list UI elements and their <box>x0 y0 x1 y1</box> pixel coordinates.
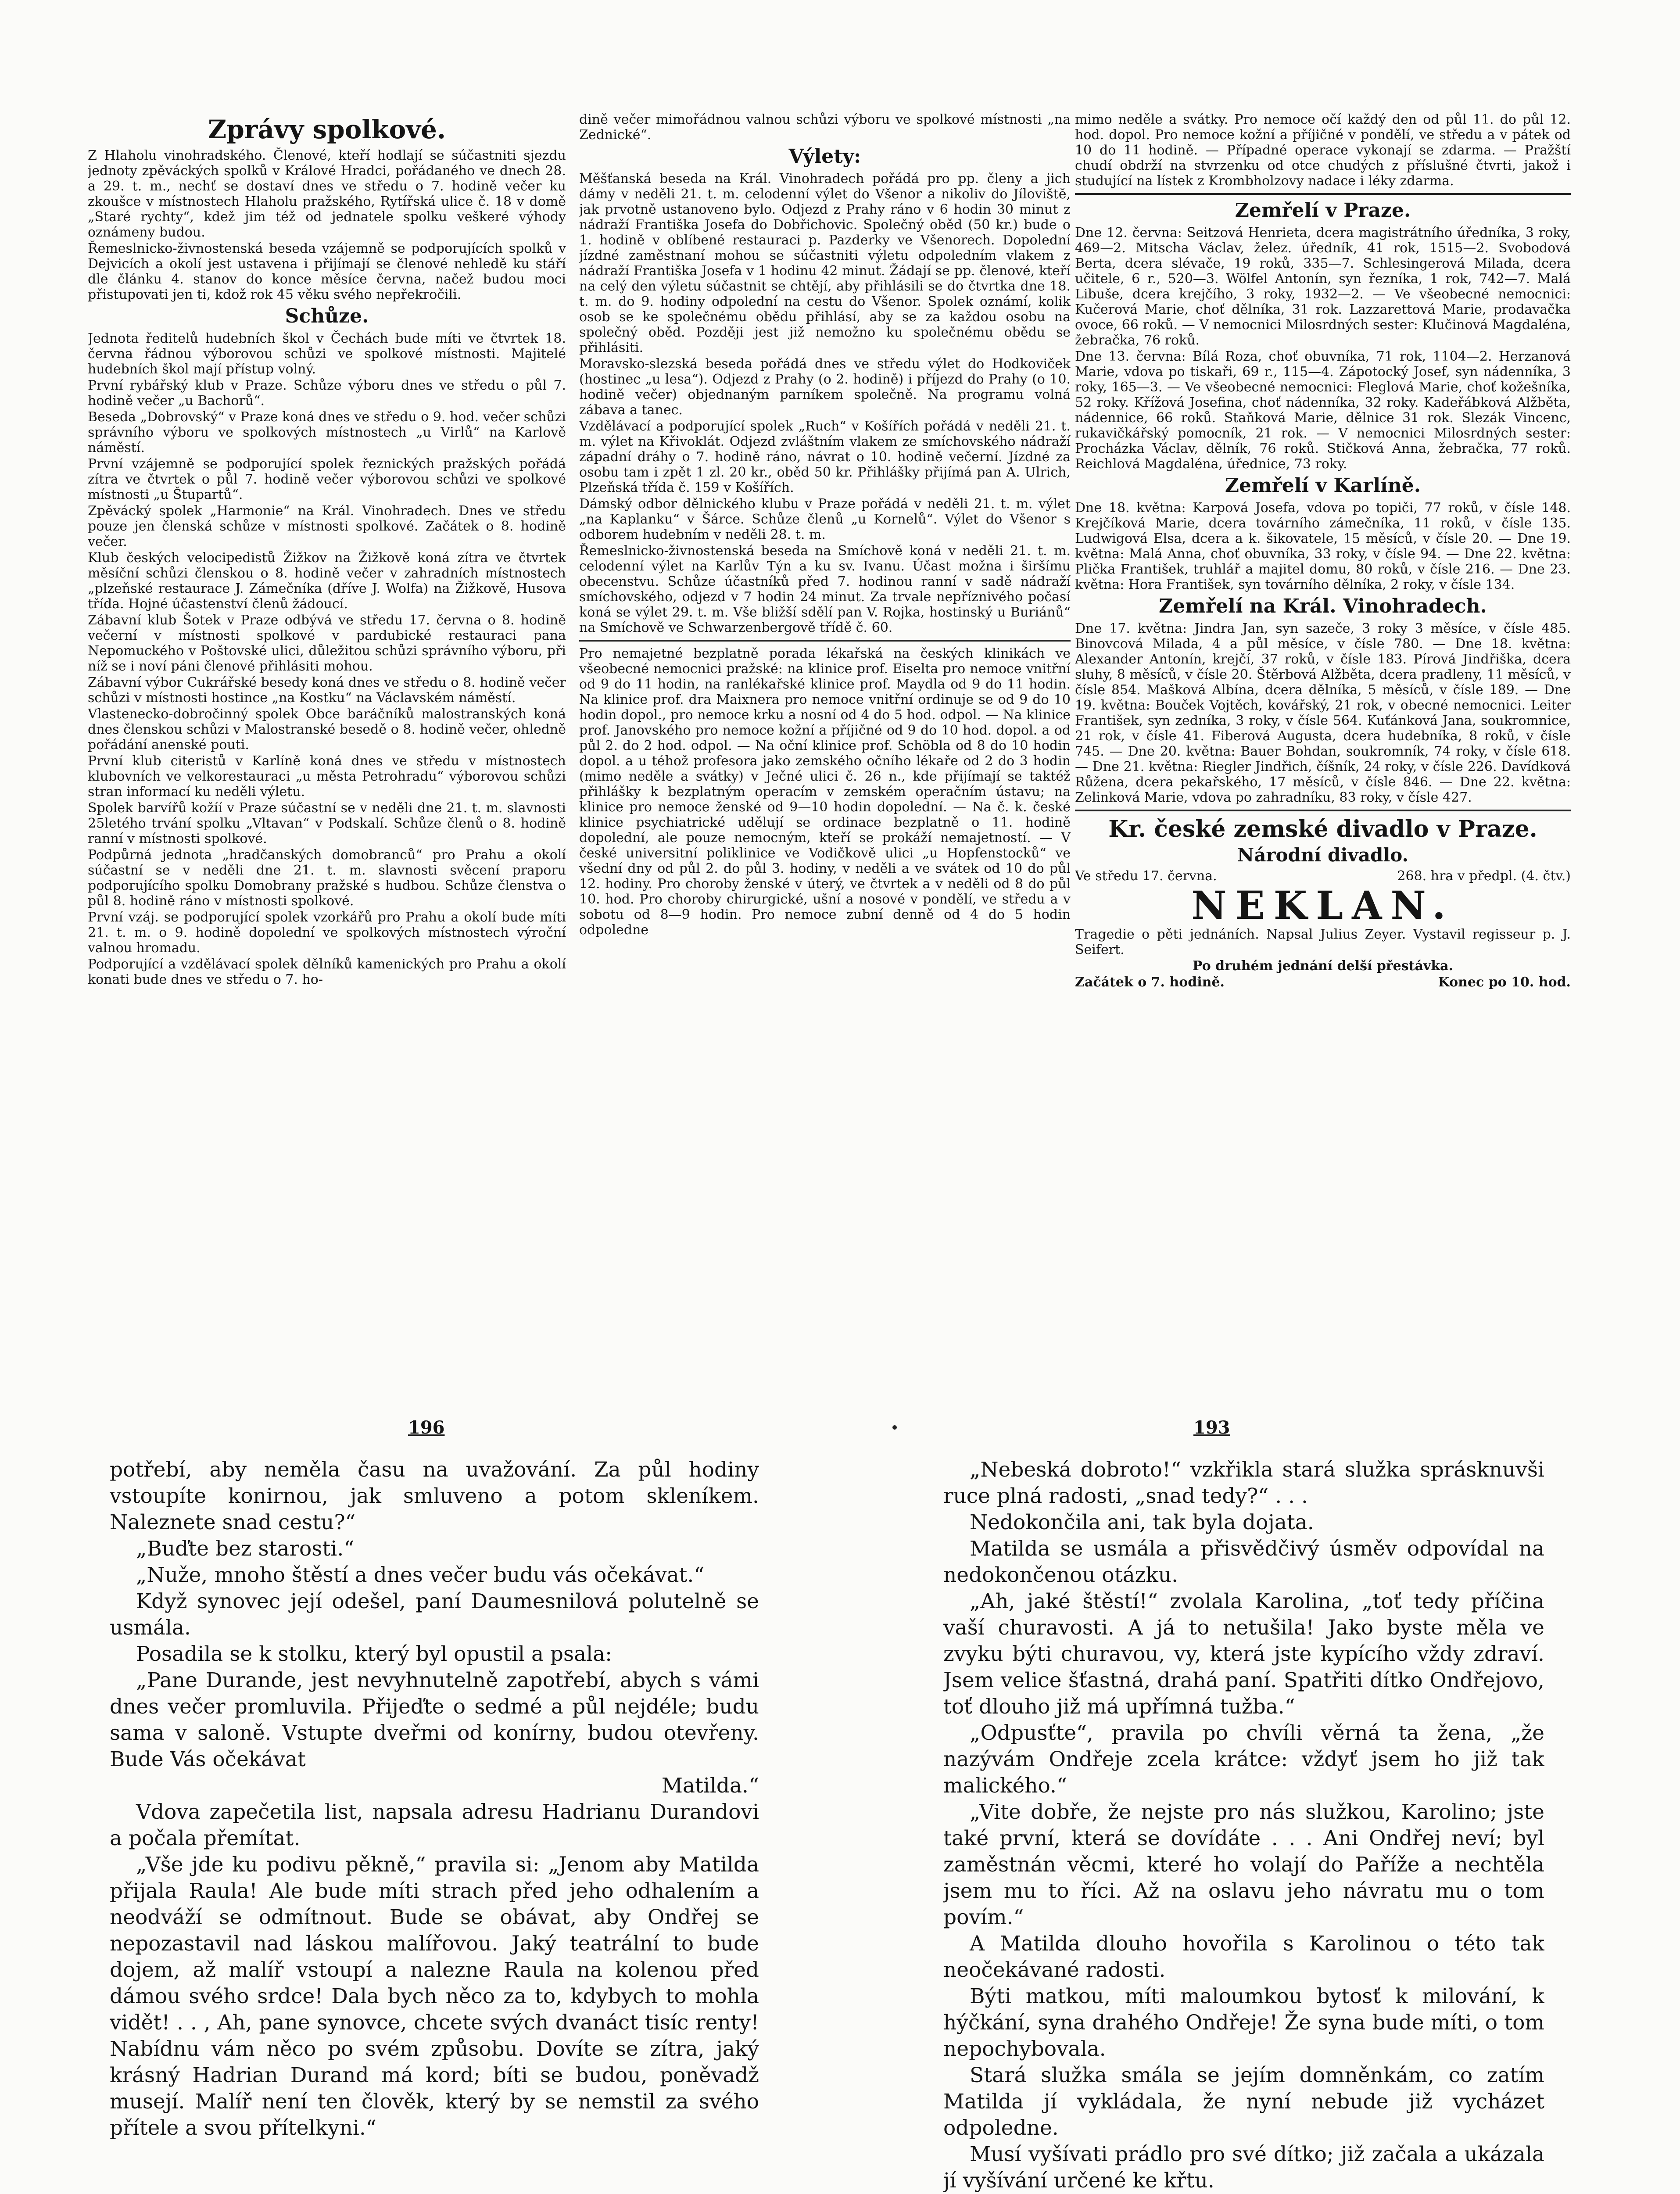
intermission-note: Po druhém jednání delší přestávka. <box>1192 958 1454 974</box>
novel-paragraph: Musí vyšívati prádlo pro své dítko; již začala a ukázala jí vyšívání určené ke křtu. <box>943 2142 1544 2193</box>
novel-paragraph: potřebí, aby neměla času na uvažování. Za půl hodiny vstoupíte konirnou, jak smluveno a potom skleníkem. Naleznete snad cestu?“ <box>110 1458 759 1534</box>
subsection-heading: Schůze. <box>285 305 369 327</box>
subsection-heading: Výlety: <box>788 145 861 168</box>
news-paragraph: Měšťanská beseda na Král. Vinohradech pořádá pro pp. členy a jich dámy v neděli 21. t. m. celodenní výlet do Všenor a nikoliv do Jílovištĕ, jak prvotně ustanoveno bylo. Odjezd z Prahy ráno v 6 hodin 30 minut z nádraží Františka Josefa do Dobřichovic. Společný oběd (50 kr.) bude o 1. hodině v oblíbené restauraci p. Pazderky ve Všenorech. Dopolední jízdné zaměstnaní mohou se súčastniti výletu odpoledním vlakem z nádraží Františka Josefa v 1 hodinu 42 minut. Žádají se pp. členové, kteří na celý den výletu súčastnit se chtějí, aby přihlásili se do čtvrtka dne 18. t. m. do 9. hodiny odpolední na cestu do Všenor. Spolek oznámí, kolik osob se ke společnému obědu přihlásí, aby se za každou osobu na společný oběd. Později jest již nemožno ku společnému obědu se přihlásiti. <box>579 171 1071 355</box>
novel-paragraph: Matilda se usmála a přisvědčivý úsměv odpovídal na nedokončenou otázku. <box>943 1537 1544 1587</box>
news-paragraph: Pro nemajetné bezplatně porada lékařská na českých klinikách ve všeobecné nemocnici pražské: na klinice prof. Eiselta pro nemoce vnitřní od 9 do 11 hodin, na ranlékařské klinice prof. Maydla od 9 do 11 hodin. Na klinice prof. dra Maixnera pro nemoce vnitřní ordinuje se od 9 do 10 hodin dopol., pro nemoce krku a nosní od 4 do 5 hod. odpol. — Na klinice prof. Janovského pro nemoce kožní a příjičné od 9 do 10 hod. dopol. a od půl 2. do 2 hod. odpol. — Na oční klinice prof. Schöbla od 8 do 10 hodin dopol. a u téhož profesora jako zemského očního lékaře od 2 do 3 hodin (mimo neděle a svátky) v Ječné ulici č. 26 n., kde přijímají se taktéž přihlášky k bezplatným operacím v zemském operačním ústavu; na klinice pro nemoce ženské od 9—10 hodin dopolední. — Na č. k. české klinice psychiatrické udělují se ordinace bezplatně o 11. hodině dopolední, ale pouze nemocným, kteří se prokáží nemajetností. — V české universitní poliklinice ve Vodičkově ulici „u Hopfenstocků“ ve všední dny od půl 2. do půl 3. hodiny, v neděli a ve svátek od 10 do půl 12. hodiny. Pro choroby ženské v úterý, ve čtvrtek a v neděli od 8 do půl 10. hod. Pro choroby chirurgické, ušní a nosové v pondělí, ve středu a v sobotu od 8—9 hodin. Pro nemoce zubní denně od 4 do 5 hodin odpoledne <box>579 646 1071 938</box>
news-paragraph: Zábavní klub Šotek v Praze odbývá ve středu 17. června o 8. hodině večerní v místnosti spolkové v pardubické restauraci pana Nepomuckého v Poštovské ulici, důležitou schůzi správního výboru, při níž se i noví páni členové přihlásiti mohou. <box>88 613 566 674</box>
news-paragraph: Podpůrná jednota „hradčanských domobranců“ pro Prahu a okolí súčastní se v neděli dne 21. t. m. slavnosti svěcení praporu podporujícího spolku Domobrany pražské s hudbou. Schůze členstva o půl 8. hodině ráno v místnosti spolkové. <box>88 847 566 909</box>
end-time: Konec po 10. hod. <box>1438 975 1571 990</box>
news-paragraph: První vzájemně se podporující spolek řeznických pražských pořádá zítra ve čtvrtek o půl 7. hodině večer výborovou schůzi ve spolkové místnosti „u Štupartů“. <box>88 456 566 502</box>
news-paragraph: Klub českých velocipedistů Žižkov na Žižkově koná zítra ve čtvrtek měsíční schůzi členskou o 8. hodině večer v zahradních místnostech „plzeňské restaurace J. Zámečníka (dříve J. Wolfa) na Žižkově, Husova třída. Hojné účastenství členů žádoucí. <box>88 550 566 612</box>
novel-paragraph: Když synovec její odešel, paní Daumesnilová polutelně se usmála. <box>110 1589 759 1640</box>
page-number-right: 193 <box>1193 1417 1230 1438</box>
news-paragraph: Dámský odbor dělnického klubu v Praze pořádá v neděli 21. t. m. výlet „na Kaplanku“ v Šárce. Schůze členů „u Kornelů“. Výlet do Všenor s odborem hudebním v neděli 28. t. m. <box>579 496 1071 542</box>
showtime-row <box>1075 975 1571 990</box>
subsection-heading: Zemřelí na Král. Vinohradech. <box>1159 595 1487 617</box>
news-paragraph: První rybářský klub v Praze. Schůze výboru dnes ve středu o půl 7. hodině večer „u Bachorů“. <box>88 378 566 409</box>
novel-paragraph: „Nuže, mnoho štěstí a dnes večer budu vás očekávat.“ <box>136 1563 705 1587</box>
theatre-date-row <box>1075 868 1571 884</box>
novel-paragraph: „Nebeská dobroto!“ vzkřikla stará služka sprásknuvši ruce plná radosti, „snad tedy?“ . . . <box>943 1458 1544 1508</box>
news-paragraph: Vlastenecko-dobročinný spolek Obce baráčníků malostranských koná dnes členskou schůzi v Malostranské besedě o 8. hodině večer, ohledně pořádání anenské pouti. <box>88 706 566 753</box>
news-paragraph: Řemeslnicko-živnostenská beseda na Smíchově koná v neděli 21. t. m. celodenní výlet na Karlův Týn a ku sv. Ivanu. Účast možna i širšímu obecenstvu. Schůze účastníků před 7. hodinou ranní v sadě nádraží smíchovského, odjezd v 7 hodin 24 minut. Za trvale nepříznivého počasí koná se výlet 29. t. m. Vše bližší sdělí pan V. Rojka, hostinský u Buriánů“ na Smíchově ve Schwarzenbergově třídě č. 60. <box>579 543 1071 635</box>
page-number-left: 196 <box>408 1417 445 1438</box>
play-description: Tragedie o pěti jednáních. Napsal Julius Zeyer. Vystavil regisseur p. J. Seifert. <box>1075 927 1571 957</box>
novel-paragraph: „Odpusťte“, pravila po chvíli věrná ta žena, „že nazývám Ondřeje zcela krátce: vždyť jsem ho již tak malického.“ <box>943 1721 1544 1798</box>
novel-paragraph: Nedokončila ani, tak byla dojata. <box>970 1510 1314 1534</box>
news-paragraph: Z Hlaholu vinohradského. Členové, kteří hodlají se súčastniti sjezdu jednoty zpěváckých spolků v Králové Hradci, pořádaného ve dnech 28. a 29. t. m., nechť se dostaví dnes ve středu o 7. hodině večer ku zkoušce v místnostech Hlaholu pražského, Rytířská ulice č. 18 v domě „Staré rychty“, kdež jim též od jednatele spolku veškeré výhody oznámeny budou. <box>88 148 566 240</box>
obituary-list <box>1075 112 1571 805</box>
news-paragraph: Dne 18. května: Karpová Josefa, vdova po topiči, 77 roků, v čísle 148. Krejčíková Marie, dcera továrního zámečníka, 11 roků, v čísle 135. Ludwigová Elsa, dcera a k. šikovatele, 15 měsíců, v čísle 20. — Dne 19. května: Malá Anna, choť obuvníka, 33 roky, v čísle 94. — Dne 22. května: Plička František, truhlář a majitel domu, 80 roků, v čísle 216. — Dne 23. května: Hora František, syn továrního dělníka, 2 roky, v čísle 134. <box>1075 500 1571 592</box>
theatre-date: Ve středu 17. června. <box>1075 868 1217 884</box>
news-paragraph: Dne 12. června: Seitzová Henrieta, dcera magistrátního úředníka, 3 roky, 469—2. Mitscha Václav, želez. úředník, 41 rok, 1515—2. Svobodová Berta, dcera slévače, 19 roků, 335—7. Schlesingerová Milada, dcera učitele, 6 r., 520—3. Wölfel Antonín, syn řezníka, 1 rok, 742—7. Malá Libuše, dcera krejčího, 3 roky, 1932—2. — Ve všeobecné nemocnici: Kučerová Marie, choť dělníka, 31 rok. Lazzarettová Marie, prodavačka ovoce, 66 roků. — V nemocnici Milosrdných sester: Klučinová Magdaléna, žebračka, 76 roků. <box>1075 225 1571 348</box>
theatre-subtitle: Národní divadlo. <box>1237 844 1409 866</box>
section-heading: Zprávy spolkové. <box>208 115 446 144</box>
novel-paragraph: Posadila se k stolku, který byl opustil a psala: <box>136 1642 613 1666</box>
news-paragraph: Dne 17. května: Jindra Jan, syn sazeče, 3 roky 3 měsíce, v čísle 485. Binovcová Milada, 4 a půl měsíce, v čísle 780. — Dne 18. května: Alexander Antonín, krejčí, 37 roků, v čísle 183. Pírová Jindřiška, dcera sluhy, 8 měsíců, v čísle 20. Štěrbová Alžběta, dcera pradleny, 11 měsíců, v čísle 854. Mašková Albína, dcera dělníka, 5 měsíců, v čísle 189. — Dne 19. května: Bouček Vojtěch, kovářský, 21 rok, v obecné nemocnici. Leiter František, syn zedníka, 3 roky, v čísle 564. Kuťánková Jana, soukromnice, 21 rok, v čísle 41. Fiberová Augusta, dcera hudebníka, 8 roků, v čísle 745. — Dne 20. května: Bauer Bohdan, soukromník, 74 roky, v čísle 618. — Dne 21. května: Riegler Jindřich, číšník, 24 roky, v čísle 226. Davídková Růžena, dcera pekařského, 17 měsíců, v čísle 846. — Dne 22. května: Zelinková Marie, vdova po zahradníku, 83 roky, v čísle 427. <box>1075 621 1571 805</box>
novel-paragraph: „Pane Durande, jest nevyhnutelně zapotřebí, abych s vámi dnes večer promluvila. Přijeďte o sedmé a půl nejdéle; budu sama v saloně. Vstupte dveřmi od konírny, budou otevřeny. Bude Vás očekávat <box>110 1668 759 1771</box>
news-column-left <box>88 112 566 1297</box>
novel-paragraph: „Ah, jaké štěstí!“ zvolala Karolina, „toť tedy příčina vaší churavosti. A já to netušila! Jako byste měla ve zvyku býti churavou, vy, která jste kypícího vždy zdraví. Jsem velice šťastná, drahá paní. Spatřiti dítko Ondřejovo, toť dlouho již má upřímná tužba.“ <box>943 1589 1544 1719</box>
divider-rule <box>1075 193 1571 195</box>
divider-rule <box>579 640 1071 642</box>
novel-text-left <box>110 1457 759 2194</box>
news-paragraph: Zábavní výbor Cukrářské besedy koná dnes ve středu o 8. hodině večer schůzi v místnosti hostince „na Kostku“ na Václavském náměstí. <box>88 675 566 706</box>
news-paragraph: Moravsko-slezská beseda pořádá dnes ve středu výlet do Hodkoviček (hostinec „u lesa“). Odjezd z Prahy (o 2. hodině) i příjezd do Prahy (o 10. hodině večer) objednaným parníkem společně. Na programu volná zábava a tanec. <box>579 356 1071 418</box>
play-title: NEKLAN. <box>1191 882 1454 928</box>
novel-paragraph: Býti matkou, míti maloumkou bytosť k milování, k hýčkání, syna drahého Ondřeje! Že syna bude míti, o tom nepochybovala. <box>943 1984 1544 2061</box>
novel-text-right <box>943 1457 1544 2194</box>
subsection-heading: Zemřelí v Karlíně. <box>1225 474 1421 497</box>
theatre-title: Kr. české zemské divadlo v Praze. <box>1108 816 1537 842</box>
news-paragraph: Spolek barvířů kožíí v Praze súčastní se v neděli dne 21. t. m. slavnosti 25letého trvání spolku „Vltavan“ v Podskalí. Schůze členů o 8. hodině ranní v místnosti spolkové. <box>88 800 566 846</box>
start-time: Začátek o 7. hodině. <box>1075 975 1225 990</box>
theatre-divider <box>1075 810 1571 811</box>
novel-paragraph: A Matilda dlouho hovořila s Karolinou o této tak neočekávané radosti. <box>943 1932 1544 1982</box>
theatre-performance: 268. hra v předpl. (4. čtv.) <box>1397 868 1571 884</box>
novel-paragraph: Vdova zapečetila list, napsala adresu Hadrianu Durandovi a počala přemítat. <box>110 1800 759 1850</box>
center-dot <box>892 1425 897 1430</box>
news-paragraph: dině večer mimořádnou valnou schůzi výboru ve spolkové místnosti „na Zednické“. <box>579 112 1071 143</box>
news-paragraph: Vzdělávací a podporující spolek „Ruch“ v Košířích pořádá v neděli 21. t. m. výlet na Křivoklát. Odjezd zvláštním vlakem ze smíchovského nádraží západní dráhy o 7. hodině ráno, návrat o 10. hodině večerní. Jízdné za osobu tam i zpět 1 zl. 20 kr., oběd 50 kr. Přihlášky přijímá pan A. Ulrich, Plzeňská třída č. 159 v Košířích. <box>579 419 1071 495</box>
news-paragraph: Řemeslnicko-živnostenská beseda vzájemně se podporujících spolků v Dejvicích a okolí jest ustavena i přijímají se členové nehledě ku stáří dle článku 4. stanov do konce měsíce června, načež budou moci přistupovati jen ti, kdož rok 45 věku svého nepřekročili. <box>88 241 566 302</box>
news-paragraph: Dne 13. června: Bílá Roza, choť obuvníka, 71 rok, 1104—2. Herzanová Marie, vdova po tiskaři, 69 r., 115—4. Zápotocký Josef, syn nádenníka, 3 roky, 165—3. — Ve všeobecné nemocnici: Fleglová Marie, choť kožešníka, 52 roky. Křížová Josefina, choť nádenníka, 32 roky. Kadeřábková Alžběta, nádennice, 66 roků. Staňková Marie, dělnice 31 rok. Slezák Vincenc, rukavičkářský pomocník, 21 rok. — V nemocnici Milosrdných sester: Procházka Václav, dělník, 76 roků. Stičková Anna, žebračka, 77 roků. Reichlová Magdaléna, úřednice, 73 roky. <box>1075 349 1571 472</box>
news-paragraph: První vzáj. se podporující spolek vzorkářů pro Prahu a okolí bude míti 21. t. m. o 9. hodině dopolední ve spolkových místnostech výroční valnou hromadu. <box>88 910 566 956</box>
novel-paragraph: „Buďte bez starosti.“ <box>136 1537 355 1561</box>
news-paragraph: Zpěvácký spolek „Harmonie“ na Král. Vinohradech. Dnes ve středu pouze jen členská schůze v místnosti spolkové. Začátek o 8. hodině večer. <box>88 503 566 549</box>
subsection-heading: Zemřelí v Praze. <box>1235 199 1411 222</box>
news-paragraph: Jednota ředitelů hudebních škol v Čechách bude míti ve čtvrtek 18. června řádnou výborovou schůzi ve spolkové místnosti. Majitelé hudebních škol mají přístup volný. <box>88 331 566 377</box>
news-paragraph: Podporující a vzdělávací spolek dělníků kamenických pro Prahu a okolí konati bude dnes ve středu o 7. ho- <box>88 957 566 987</box>
news-column-middle <box>579 112 1071 1297</box>
novel-paragraph: Stará služka smála se jejím domněnkám, co zatím Matilda jí vykládala, že nyní nebude již vycházet odpoledne. <box>943 2063 1544 2140</box>
news-paragraph: mimo neděle a svátky. Pro nemoce očí každý den od půl 11. do půl 12. hod. dopol. Pro nemoce kožní a příjičné v pondělí, ve středu a v pátek od 10 do 11 hodině. — Případné operace vykonají se zdarma. — Pražští chudí obdrží na stvrzenku od otce chudých z příslušné čtvrti, jakož i studující na lístek z Krombholzovy nadace i léky zdarma. <box>1075 112 1571 189</box>
news-column-right <box>1075 112 1571 1297</box>
novel-paragraph: „Vite dobře, že nejste pro nás služkou, Karolino; jste také první, která se dovídáte . . . Ani Ondřej neví; byl zaměstnán věcmi, které ho volají do Paříže a nechtěla jsem mu to říci. Až na oslavu jeho návratu mu o tom povím.“ <box>943 1800 1544 1929</box>
signature-line: Matilda.“ <box>661 1774 759 1798</box>
news-paragraph: První klub citeristů v Karlíně koná dnes ve středu v místnostech klubovních ve velkorestauraci „u města Petrohradu“ výborovou schůzi stran informací ku neděli výletu. <box>88 753 566 799</box>
novel-paragraph: „Vše jde ku podivu pěkně,“ pravila si: „Jenom aby Matilda přijala Raula! Ale bude míti strach před jeho odhalením a neodváží se odmítnout. Bude se obávat, aby Ondřej se nepozastavil nad láskou malířovou. Jaký teatrální to bude dojem, až malíř vstoupí a nalezne Raula na kolenou před dámou svého srdce! Dala bych něco za to, kdybych to mohla vidět! . . , Ah, pane synovce, chcete svých dvanáct tisíc renty! Nabídnu vám něco po svém způsobu. Dovíte se zítra, jaký krásný Hadrian Durand má kord; bíti se budou, poněvadž musejí. Malíř není ten člověk, který by se nemstil za svého přítele a svou přítelkyni.“ <box>110 1853 759 2140</box>
news-paragraph: Beseda „Dobrovský“ v Praze koná dnes ve středu o 9. hod. večer schůzi správního výboru ve spolkových místnostech „u Virlů“ na Karlově náměstí. <box>88 409 566 455</box>
